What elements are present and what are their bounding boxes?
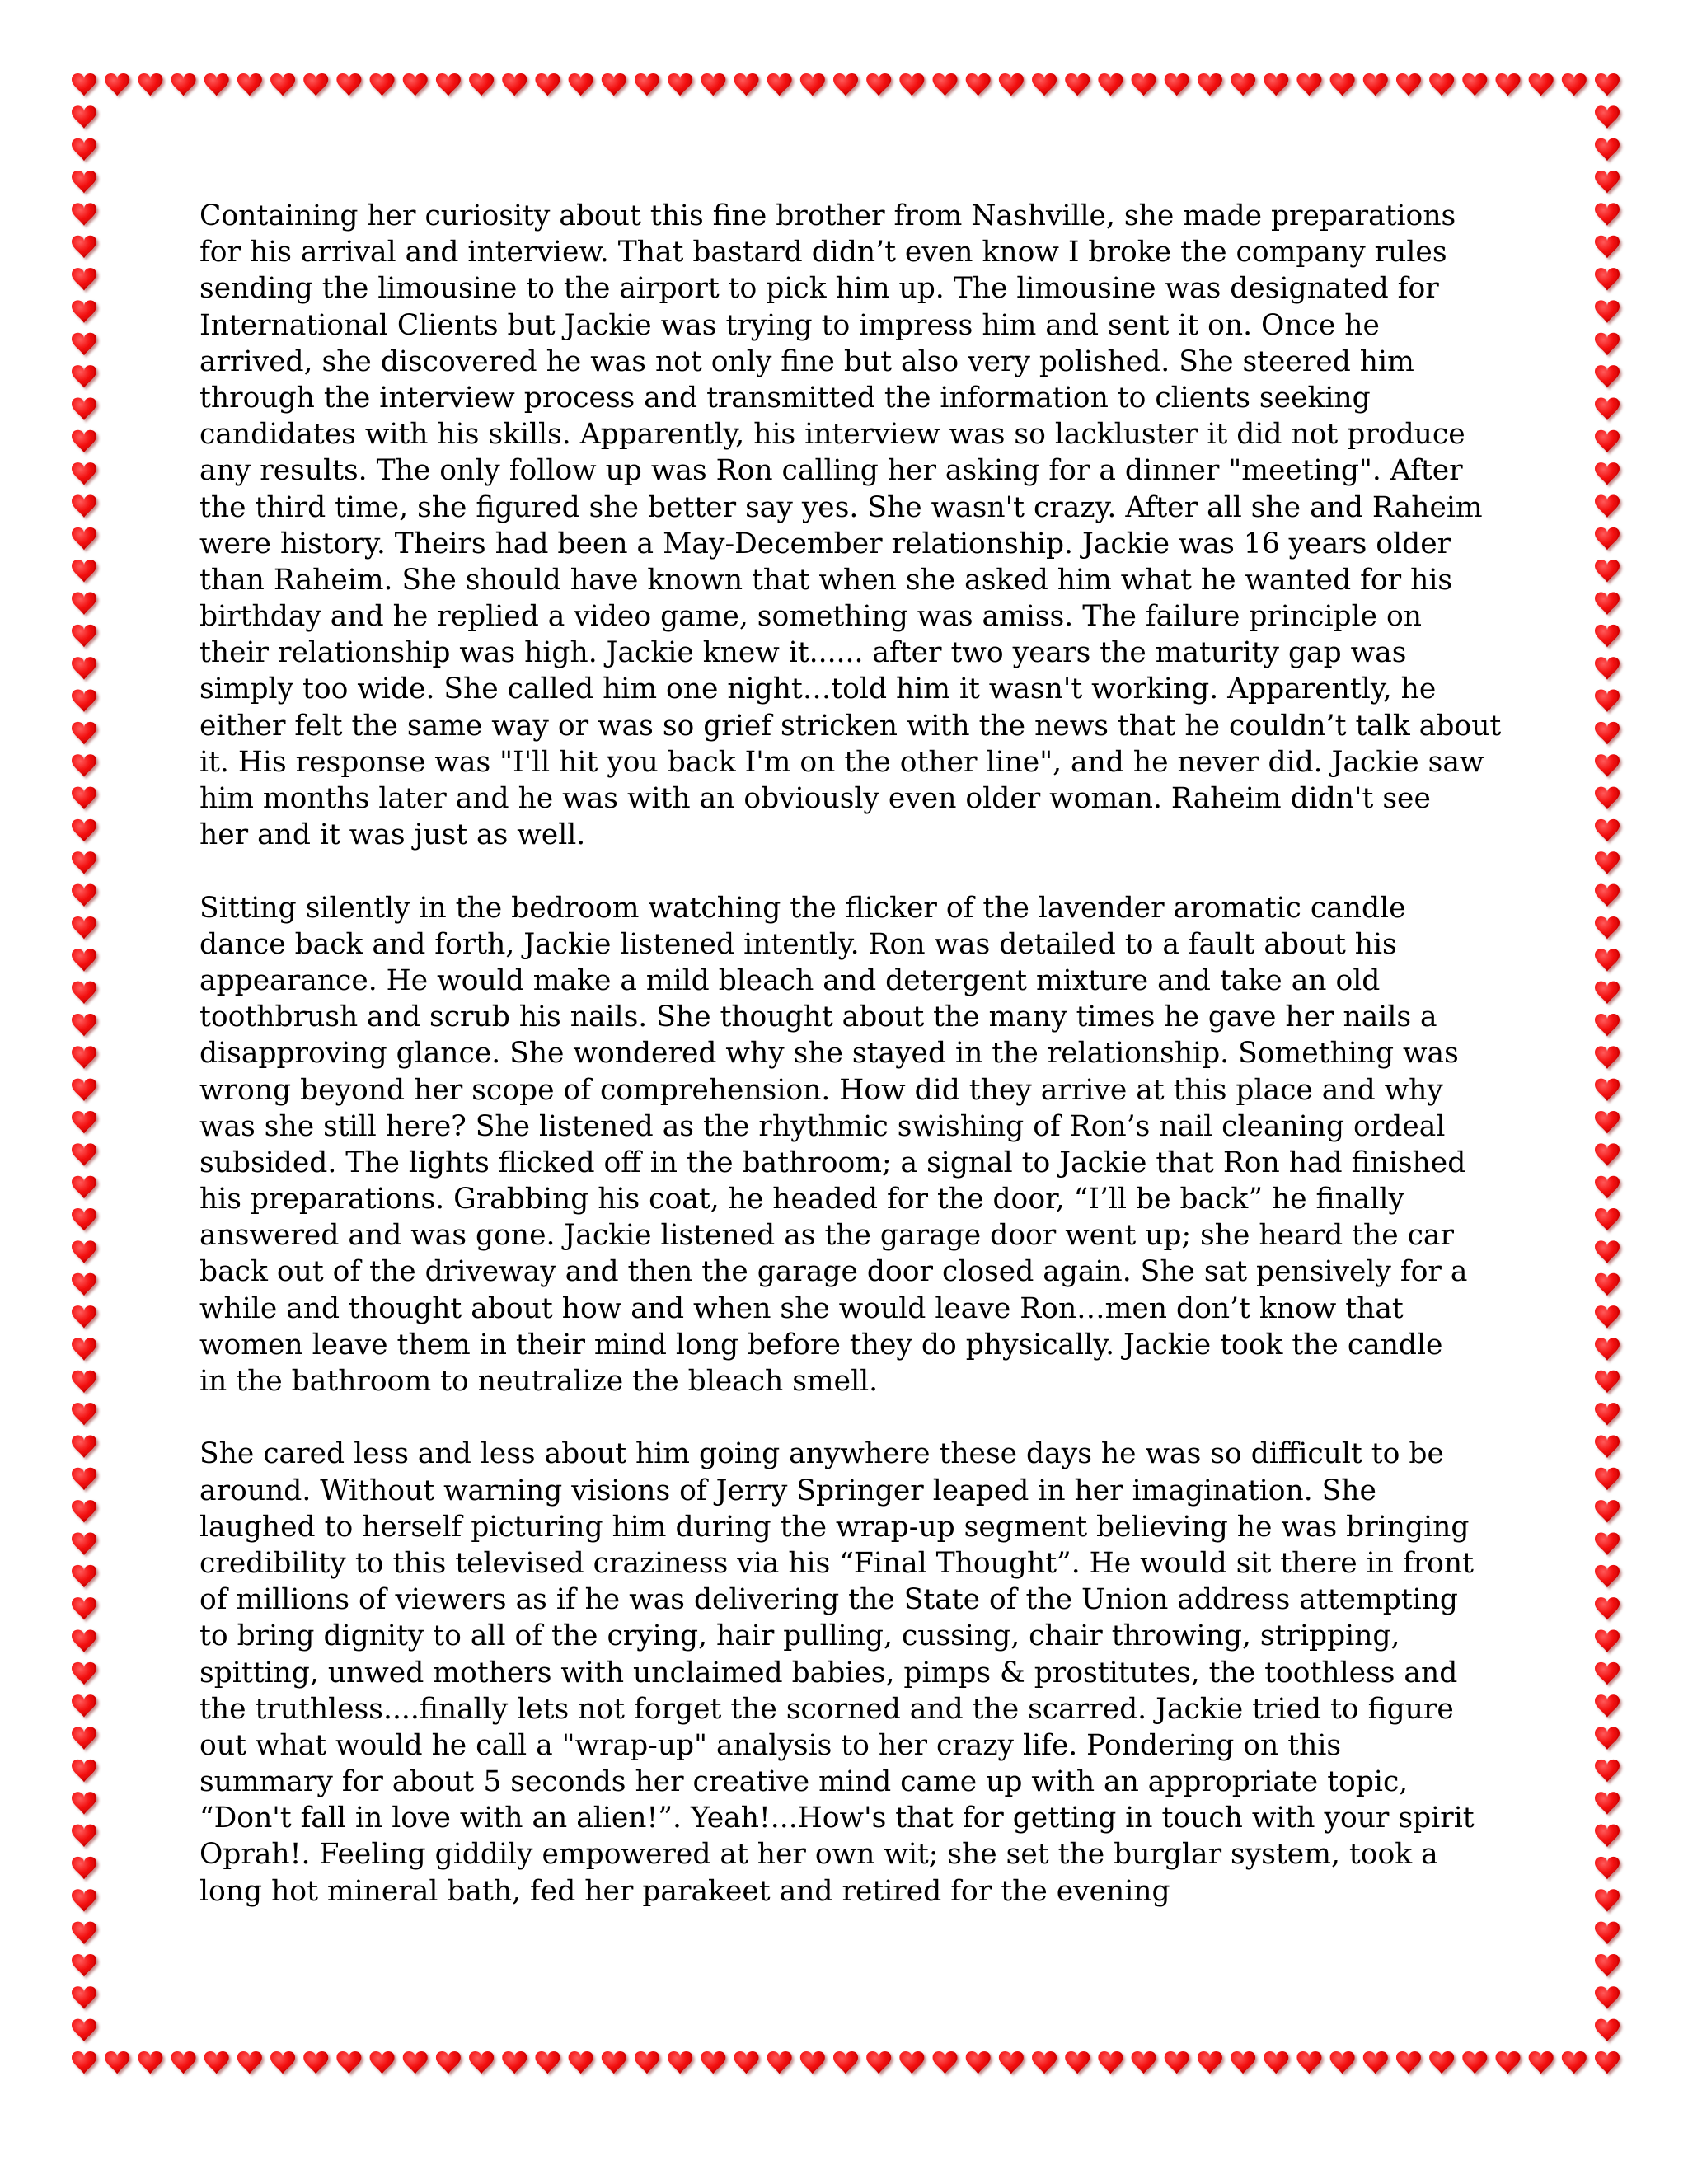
heart-icon [966, 2051, 991, 2074]
heart-icon [105, 2051, 129, 2074]
heart-icon [1595, 1922, 1620, 1945]
heart-icon [635, 73, 659, 96]
heart-icon [72, 1694, 96, 1718]
heart-icon [734, 2051, 758, 2074]
heart-icon [72, 884, 96, 907]
heart-icon [899, 2051, 924, 2074]
heart-icon [72, 1597, 96, 1620]
heart-icon [1595, 2051, 1620, 2074]
heart-icon [569, 2051, 593, 2074]
story-text [199, 198, 1518, 1910]
heart-icon [1595, 625, 1620, 648]
text-line: to bring dignity to all of the crying, hair pulling, cussing, chair throwing, stripping, [199, 1619, 1400, 1653]
text-line: She cared less and less about him going anywhere these days he was so difficult to be [199, 1437, 1444, 1471]
heart-icon [668, 2051, 692, 2074]
text-line: than Raheim. She should have known that when she asked him what he wanted for his [199, 563, 1453, 597]
heart-icon [1595, 884, 1620, 907]
text-line: disapproving glance. She wondered why she stayed in the relationship. Something was [199, 1037, 1459, 1071]
text-line: Sitting silently in the bedroom watching the flicker of the lavender aromatic candle [199, 891, 1406, 925]
heart-icon [1595, 171, 1620, 194]
heart-icon [966, 73, 991, 96]
heart-icon [933, 2051, 958, 2074]
heart-icon [1595, 1694, 1620, 1718]
heart-icon [1595, 203, 1620, 226]
heart-icon [72, 625, 96, 648]
text-line: laughed to herself picturing him during the wrap-up segment believing he was bringing [199, 1510, 1470, 1544]
text-line: in the bathroom to neutralize the bleach smell. [199, 1365, 879, 1398]
heart-icon [1495, 73, 1520, 96]
heart-icon [72, 593, 96, 616]
text-line: were history. Theirs had been a May-December relationship. Jackie was 16 years older [199, 527, 1451, 560]
text-line: simply too wide. She called him one night…told him it wasn't working. Apparently, he [199, 673, 1437, 706]
heart-icon [72, 851, 96, 874]
heart-icon [1595, 1500, 1620, 1523]
heart-icon [336, 73, 361, 96]
text-line: women leave them in their mind long before they do physically. Jackie took the candle [199, 1328, 1443, 1361]
text-line: the third time, she figured she better say yes. She wasn't crazy. After all she and Raheim [199, 490, 1483, 524]
heart-icon [1595, 1371, 1620, 1394]
heart-icon [1231, 73, 1255, 96]
heart-icon [767, 2051, 792, 2074]
heart-icon [336, 2051, 361, 2074]
heart-icon [1529, 2051, 1554, 2074]
heart-icon [1429, 2051, 1454, 2074]
heart-icon [1595, 73, 1620, 96]
heart-icon [1165, 2051, 1189, 2074]
paragraph [199, 890, 1518, 1400]
heart-icon [171, 73, 196, 96]
heart-icon [72, 1305, 96, 1329]
text-line: it. His response was "I'll hit you back I'm on the other line", and he never did. Jackie saw [199, 745, 1484, 779]
heart-icon [72, 1435, 96, 1458]
heart-icon [1595, 494, 1620, 518]
heart-icon [72, 1208, 96, 1231]
heart-icon [833, 73, 858, 96]
heart-icon [1595, 105, 1620, 129]
heart-icon [72, 365, 96, 388]
text-line: out what would he call a "wrap-up" analysis to her crazy life. Pondering on this [199, 1728, 1342, 1762]
text-line: was she still here? She listened as the rhythmic swishing of Ron’s nail cleaning ordeal [199, 1109, 1446, 1143]
heart-icon [1595, 1727, 1620, 1750]
heart-icon [1529, 73, 1554, 96]
heart-icon [1595, 1532, 1620, 1555]
heart-icon [72, 1986, 96, 2009]
heart-icon [469, 2051, 494, 2074]
paragraph-gap [199, 853, 1518, 889]
heart-icon [1198, 73, 1222, 96]
heart-icon [1595, 527, 1620, 551]
text-line: arrived, she discovered he was not only fine but also very polished. She steered him [199, 344, 1414, 378]
heart-icon [1065, 73, 1090, 96]
text-line: birthday and he replied a video game, something was amiss. The failure principle on [199, 600, 1423, 634]
heart-icon [1595, 851, 1620, 874]
text-line: for his arrival and interview. That bastard didn’t even know I broke the company rules [199, 236, 1447, 269]
heart-icon [1595, 1273, 1620, 1296]
heart-icon [138, 2051, 162, 2074]
heart-icon [866, 73, 891, 96]
heart-icon [635, 2051, 659, 2074]
heart-icon [1595, 593, 1620, 616]
heart-icon [1595, 1630, 1620, 1653]
heart-icon [72, 268, 96, 291]
heart-icon [1595, 397, 1620, 420]
heart-icon [1429, 73, 1454, 96]
heart-icon [569, 73, 593, 96]
text-line: sending the limousine to the airport to pick him up. The limousine was designated for [199, 272, 1439, 306]
heart-icon [1595, 2019, 1620, 2042]
heart-icon [1595, 430, 1620, 453]
heart-icon [72, 1371, 96, 1394]
heart-icon [72, 73, 96, 96]
heart-icon [1595, 1760, 1620, 1783]
heart-icon [72, 1079, 96, 1102]
heart-icon [72, 397, 96, 420]
heart-icon [1595, 1176, 1620, 1199]
heart-icon [999, 73, 1024, 96]
heart-icon [1165, 73, 1189, 96]
heart-icon [1595, 1143, 1620, 1166]
heart-icon [1595, 1825, 1620, 1848]
text-line: appearance. He would make a mild bleach and detergent mixture and take an old [199, 963, 1381, 997]
heart-icon [1595, 1338, 1620, 1361]
heart-icon [1595, 657, 1620, 680]
heart-icon [72, 1468, 96, 1491]
text-line: long hot mineral bath, fed her parakeet and retired for the evening [199, 1874, 1170, 1908]
heart-icon [701, 2051, 725, 2074]
heart-icon [303, 73, 328, 96]
heart-icon [1595, 1889, 1620, 1912]
heart-icon [72, 1176, 96, 1199]
heart-icon [72, 982, 96, 1005]
text-line: through the interview process and transmitted the information to clients seeking [199, 381, 1371, 415]
heart-icon [767, 73, 792, 96]
heart-icon [370, 73, 395, 96]
heart-icon [72, 203, 96, 226]
heart-icon [72, 1046, 96, 1069]
heart-icon [1595, 1046, 1620, 1069]
heart-icon [72, 236, 96, 259]
heart-icon [72, 1954, 96, 1977]
heart-icon [833, 2051, 858, 2074]
heart-icon [535, 73, 560, 96]
heart-icon [1595, 1240, 1620, 1263]
text-line: their relationship was high. Jackie knew it...... after two years the maturity gap was [199, 636, 1407, 670]
heart-icon [270, 73, 295, 96]
heart-icon [204, 2051, 229, 2074]
heart-icon [1595, 1111, 1620, 1134]
text-line: any results. The only follow up was Ron calling her asking for a dinner "meeting". After [199, 454, 1463, 488]
heart-icon [1595, 787, 1620, 810]
paragraph-gap [199, 1399, 1518, 1436]
heart-icon [1595, 1954, 1620, 1977]
heart-icon [1595, 1208, 1620, 1231]
heart-icon [72, 754, 96, 777]
heart-icon [1462, 2051, 1487, 2074]
text-line: the truthless....finally lets not forget the scorned and the scarred. Jackie tried to figure [199, 1692, 1454, 1726]
heart-icon [1462, 73, 1487, 96]
heart-icon [1595, 1014, 1620, 1037]
heart-icon [436, 2051, 461, 2074]
heart-icon [1595, 1857, 1620, 1880]
text-line: candidates with his skills. Apparently, his interview was so lackluster it did not produce [199, 418, 1465, 452]
heart-icon [734, 73, 758, 96]
heart-icon [270, 2051, 295, 2074]
heart-icon [72, 1662, 96, 1685]
heart-icon [303, 2051, 328, 2074]
heart-icon [602, 73, 626, 96]
text-line: her and it was just as well. [199, 818, 586, 852]
heart-icon [1330, 73, 1355, 96]
heart-icon [72, 722, 96, 745]
heart-icon [1595, 949, 1620, 972]
heart-icon [72, 494, 96, 518]
heart-icon [1098, 2051, 1123, 2074]
heart-icon [1595, 1435, 1620, 1458]
heart-icon [72, 105, 96, 129]
heart-icon [1595, 690, 1620, 713]
heart-icon [72, 1889, 96, 1912]
heart-icon [1330, 2051, 1355, 2074]
heart-icon [72, 1760, 96, 1783]
heart-icon [1595, 236, 1620, 259]
heart-icon [72, 2019, 96, 2042]
heart-icon [1132, 2051, 1156, 2074]
heart-icon [899, 73, 924, 96]
heart-icon [72, 300, 96, 323]
heart-icon [72, 819, 96, 842]
heart-icon [1595, 1597, 1620, 1620]
heart-icon [1562, 73, 1587, 96]
heart-icon [1032, 73, 1057, 96]
heart-icon [72, 1532, 96, 1555]
heart-icon [1595, 365, 1620, 388]
heart-icon [138, 73, 162, 96]
heart-icon [72, 527, 96, 551]
heart-icon [1595, 1079, 1620, 1102]
heart-icon [1595, 560, 1620, 583]
heart-icon [72, 171, 96, 194]
text-line: Oprah!. Feeling giddily empowered at her own wit; she set the burglar system, took a [199, 1838, 1438, 1872]
heart-icon [403, 73, 428, 96]
heart-icon [171, 2051, 196, 2074]
heart-icon [72, 1403, 96, 1426]
heart-icon [72, 1857, 96, 1880]
heart-icon [72, 949, 96, 972]
heart-icon [72, 1792, 96, 1815]
text-line: summary for about 5 seconds her creative mind came up with an appropriate topic, [199, 1765, 1409, 1799]
heart-icon [1595, 138, 1620, 162]
heart-icon [105, 73, 129, 96]
heart-icon [72, 333, 96, 356]
heart-icon [204, 73, 229, 96]
heart-icon [72, 1825, 96, 1848]
text-line: either felt the same way or was so grief stricken with the news that he couldn’t talk about [199, 709, 1502, 743]
heart-icon [502, 73, 527, 96]
heart-icon [72, 1630, 96, 1653]
heart-icon [701, 73, 725, 96]
heart-icon [1595, 333, 1620, 356]
heart-icon [1231, 2051, 1255, 2074]
heart-icon [668, 73, 692, 96]
text-line: his preparations. Grabbing his coat, he headed for the door, “I’ll be back” he finally [199, 1183, 1404, 1216]
heart-icon [1065, 2051, 1090, 2074]
heart-icon [535, 2051, 560, 2074]
heart-icon [1595, 754, 1620, 777]
heart-icon [72, 657, 96, 680]
heart-icon [1363, 2051, 1388, 2074]
heart-icon [1595, 1662, 1620, 1685]
heart-icon [72, 1143, 96, 1166]
heart-icon [1264, 73, 1288, 96]
heart-icon [1198, 2051, 1222, 2074]
heart-icon [1595, 1305, 1620, 1329]
heart-icon [1595, 1403, 1620, 1426]
paragraph [199, 1436, 1518, 1909]
text-line: wrong beyond her scope of comprehension. How did they arrive at this place and why [199, 1073, 1443, 1107]
heart-icon [866, 2051, 891, 2074]
heart-icon [237, 73, 262, 96]
text-line: subsided. The lights flicked off in the bathroom; a signal to Jackie that Ron had finished [199, 1146, 1466, 1179]
heart-icon [1595, 462, 1620, 485]
heart-icon [72, 430, 96, 453]
heart-icon [800, 73, 825, 96]
heart-icon [72, 1338, 96, 1361]
text-line: Containing her curiosity about this fine brother from Nashville, she made preparations [199, 199, 1456, 232]
heart-icon [72, 1500, 96, 1523]
heart-icon [370, 2051, 395, 2074]
text-line: “Don't fall in love with an alien!”. Yeah!...How's that for getting in touch with your spirit [199, 1802, 1475, 1835]
heart-icon [1595, 819, 1620, 842]
heart-icon [72, 787, 96, 810]
heart-icon [72, 1111, 96, 1134]
heart-icon [72, 462, 96, 485]
text-line: of millions of viewers as if he was delivering the State of the Union address attempting [199, 1583, 1459, 1617]
heart-icon [403, 2051, 428, 2074]
heart-icon [1595, 722, 1620, 745]
heart-icon [1595, 1468, 1620, 1491]
heart-icon [72, 1565, 96, 1588]
text-line: toothbrush and scrub his nails. She thought about the many times he gave her nails a [199, 1001, 1437, 1034]
heart-icon [1595, 1986, 1620, 2009]
heart-icon [1595, 268, 1620, 291]
paragraph [199, 198, 1518, 853]
heart-icon [72, 1922, 96, 1945]
heart-icon [1495, 2051, 1520, 2074]
text-line: dance back and forth, Jackie listened intently. Ron was detailed to a fault about his [199, 927, 1397, 961]
heart-icon [72, 690, 96, 713]
heart-icon [1595, 1565, 1620, 1588]
heart-icon [1264, 2051, 1288, 2074]
heart-icon [1132, 73, 1156, 96]
heart-icon [436, 73, 461, 96]
heart-icon [72, 1014, 96, 1037]
heart-icon [72, 560, 96, 583]
heart-icon [1396, 2051, 1421, 2074]
heart-icon [502, 2051, 527, 2074]
text-line: him months later and he was with an obviously even older woman. Raheim didn't see [199, 782, 1431, 815]
heart-icon [800, 2051, 825, 2074]
text-line: while and thought about how and when she would leave Ron…men don’t know that [199, 1291, 1404, 1325]
text-line: around. Without warning visions of Jerry Springer leaped in her imagination. She [199, 1474, 1376, 1507]
text-line: credibility to this televised craziness via his “Final Thought”. He would sit there in front [199, 1546, 1474, 1580]
heart-icon [1562, 2051, 1587, 2074]
heart-icon [72, 1240, 96, 1263]
heart-icon [1363, 73, 1388, 96]
text-line: answered and was gone. Jackie listened as the garage door went up; she heard the car [199, 1219, 1454, 1253]
heart-icon [72, 138, 96, 162]
heart-icon [72, 1273, 96, 1296]
heart-icon [72, 2051, 96, 2074]
heart-icon [72, 1727, 96, 1750]
heart-icon [1396, 73, 1421, 96]
heart-icon [1098, 73, 1123, 96]
heart-icon [237, 2051, 262, 2074]
text-line: spitting, unwed mothers with unclaimed babies, pimps & prostitutes, the toothless and [199, 1656, 1458, 1690]
heart-icon [1296, 2051, 1321, 2074]
text-line: International Clients but Jackie was trying to impress him and sent it on. Once he [199, 308, 1380, 342]
heart-icon [1296, 73, 1321, 96]
heart-icon [1595, 300, 1620, 323]
heart-icon [1595, 982, 1620, 1005]
heart-icon [72, 916, 96, 940]
heart-icon [1595, 1792, 1620, 1815]
heart-icon [999, 2051, 1024, 2074]
heart-icon [1032, 2051, 1057, 2074]
heart-icon [1595, 916, 1620, 940]
heart-icon [602, 2051, 626, 2074]
heart-icon [469, 73, 494, 96]
heart-icon [933, 73, 958, 96]
text-line: back out of the driveway and then the garage door closed again. She sat pensively for a [199, 1255, 1468, 1289]
